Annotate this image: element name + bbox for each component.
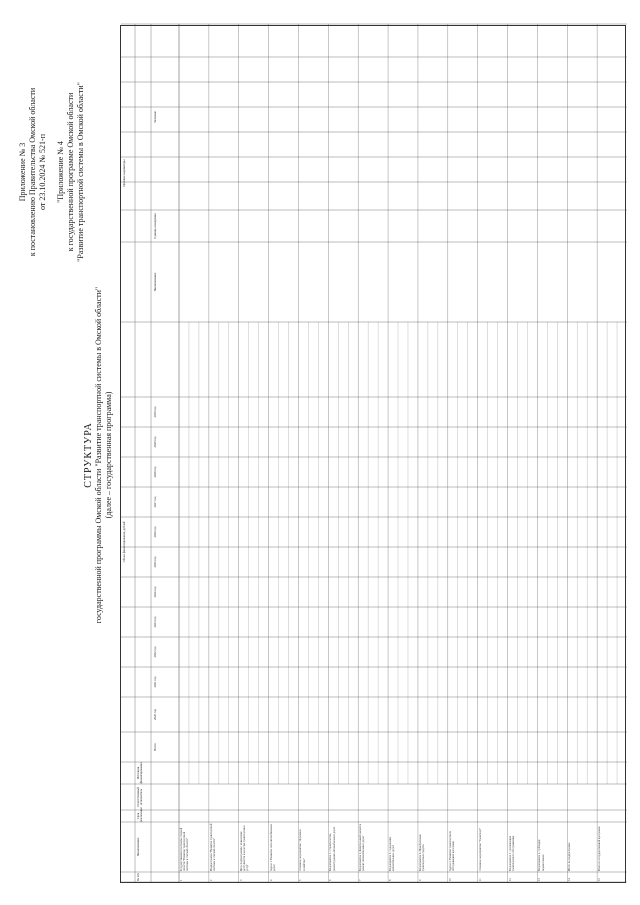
row-label: Мероприятие 2. Субсидии перевозчикам: [538, 839, 545, 871]
annex2-line-1: "Приложение № 4: [56, 141, 65, 203]
column-header: 2028 год: [153, 466, 157, 478]
row-number: 11: [478, 878, 482, 881]
row-number: 5: [299, 879, 303, 881]
annex2-line-3: "Развитие транспортной системы в Омской области": [76, 82, 85, 262]
row-label: Мероприятие 3. Содержание автомобильных дорог: [389, 836, 396, 871]
row-label: Основное мероприятие "Транспорт": [478, 827, 482, 871]
row-label: Цель подпрограммы: повышение доступности и качества транспортных услуг: [239, 825, 250, 871]
row-label: Государственная программа Омской области "Развитие транспортной системы в Омской области": [180, 827, 190, 871]
column-header: 2026 год: [153, 526, 157, 538]
column-header: Значение: [153, 111, 157, 123]
annex-line-1: Приложение № 3: [18, 142, 27, 202]
row-label: Мероприятие 1. Строительство, реконструкция автомобильных дорог: [329, 826, 336, 871]
column-header: Ответственный исполнитель: [136, 787, 144, 807]
row-number: 14: [568, 878, 572, 881]
column-header: Срок реализации: [136, 807, 144, 822]
annex-line-3: от 23.10.2024 № 521-п: [38, 134, 47, 210]
annex-line-2: к постановлению Правительства Омской области: [28, 87, 37, 257]
row-number: 12: [508, 878, 512, 881]
column-header: 2024 год: [153, 586, 157, 598]
column-header: Всего: [153, 743, 157, 751]
column-header: Целевые индикаторы: [122, 159, 126, 187]
column-header: 2030 год: [153, 406, 157, 418]
title-main: СТРУКТУРА: [83, 422, 94, 488]
row-label: Мероприятие 2. Капитальный ремонт и ремонт автомобильных дорог: [359, 823, 366, 871]
title-sub-1: государственной программы Омской области "Развитие транспортной системы в Омской области": [94, 286, 103, 624]
annex2-line-2: к государственной программе Омской области: [66, 92, 75, 252]
row-number: 4: [269, 879, 273, 881]
row-number: 3: [239, 879, 243, 881]
column-header: Источник финансирования: [136, 762, 144, 784]
row-label: Мероприятие 4. Приобретение транспортных средств: [418, 834, 426, 871]
structure-table: [120, 25, 626, 883]
row-label: Задача 2. Развитие транспортного обслуживания населения: [448, 830, 455, 871]
column-header: 2020 год: [153, 709, 157, 720]
document-title: [84, 155, 114, 755]
column-header: Объем финансирования, рублей: [122, 521, 126, 563]
column-header: 2021 год: [153, 676, 157, 688]
row-label: Всего по государственной программе: [598, 826, 602, 871]
row-label: Итого по подпрограмме: [568, 842, 572, 871]
row-number: 1: [180, 879, 183, 881]
row-label: Подпрограмма "Развитие транспортной системы в Омской области": [209, 823, 217, 871]
column-header: Единица измерения: [153, 213, 157, 239]
column-header: 2027 год: [153, 496, 157, 508]
column-header: 2023 год: [153, 616, 157, 628]
row-label: Мероприятие 1. Организация транспортного обслуживания: [508, 835, 515, 871]
row-number: 10: [448, 878, 452, 881]
row-number: 15: [598, 878, 602, 881]
column-header: № п/п: [136, 873, 140, 881]
row-number: 7: [359, 879, 363, 881]
column-header: Наименование: [136, 837, 140, 857]
row-number: 13: [538, 878, 542, 881]
row-number: 2: [209, 879, 213, 881]
row-number: 8: [389, 879, 393, 881]
row-number: 9: [418, 879, 422, 881]
table-grid-lines: [121, 24, 627, 882]
annex-header: [18, 22, 86, 322]
row-number: 6: [329, 879, 333, 881]
row-label: Основное мероприятие "Дорожное хозяйство": [299, 829, 306, 871]
title-sub-2: (далее – государственная программа): [104, 391, 113, 519]
column-header: 2022 год: [153, 646, 157, 658]
column-header: Наименование: [153, 272, 157, 292]
column-header: 2029 год: [153, 436, 157, 448]
row-label: Задача 1. Развитие сети автомобильных дорог: [269, 823, 276, 871]
column-header: 2025 год: [153, 556, 157, 568]
